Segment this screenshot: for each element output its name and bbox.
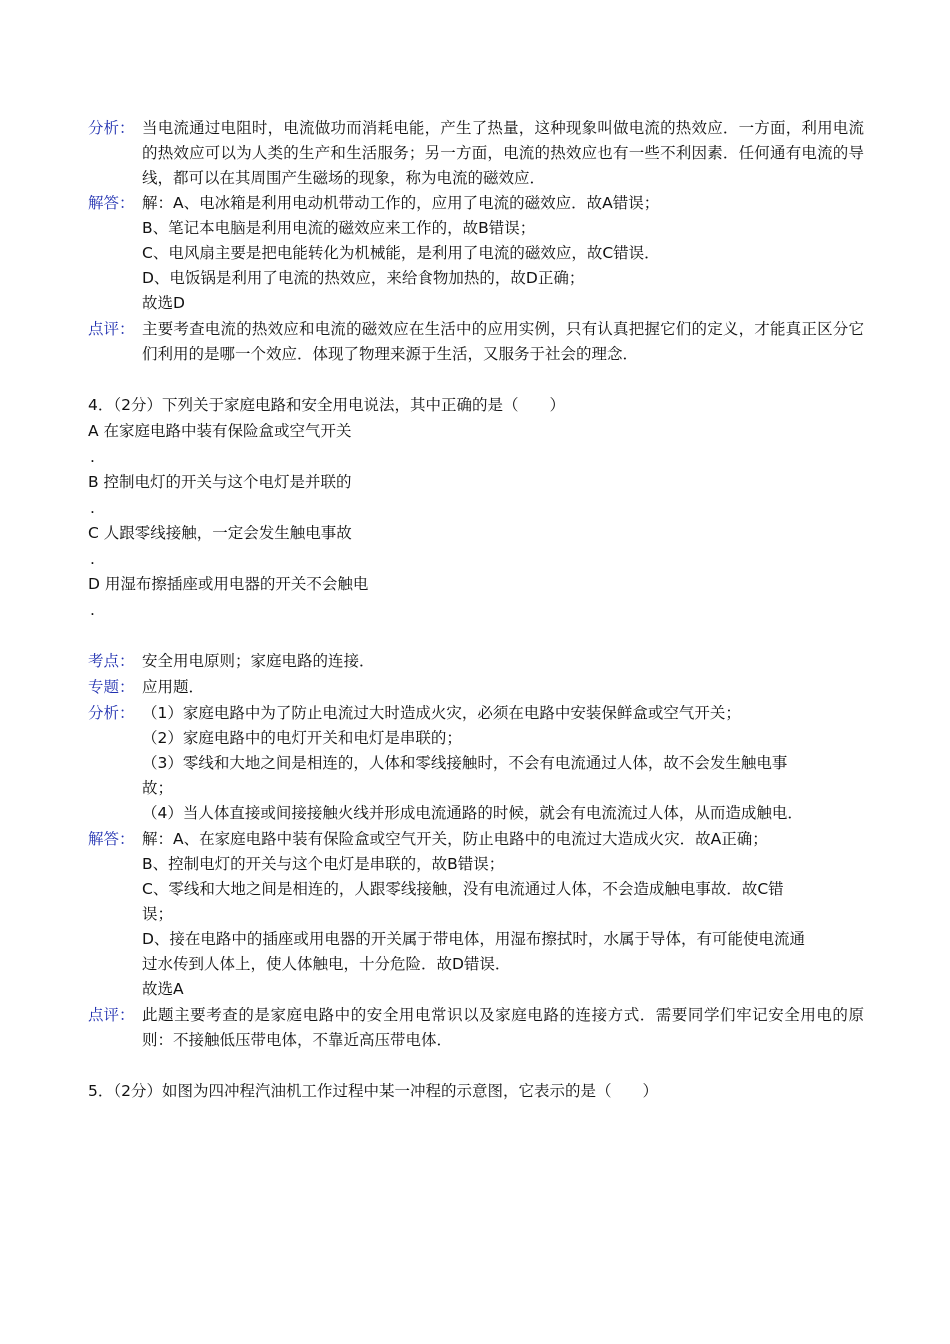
q3-analysis-text: 当电流通过电阻时，电流做功而消耗电能，产生了热量，这种现象叫做电流的热效应．一方面，利用电流的热效应可以为人类的生产和生活服务；另一方面，电流的热效应也有一些不利因素．任何通有电流的导线，都可以在其周围产生磁场的现象，称为电流的磁效应． (142, 119, 864, 187)
q4-comment-label: 点评： (88, 1006, 135, 1024)
q4-option-d: D 用湿布擦插座或用电器的开关不会触电 (88, 575, 369, 593)
option-dot: . (90, 601, 95, 619)
q4-answer-line: 解：A、在家庭电路中装有保险盒或空气开关，防止电路中的电流过大造成火灾．故A正确； (142, 830, 768, 848)
q4-answer-line: 故选A (142, 980, 184, 998)
q4-analysis-line: 故； (142, 779, 174, 797)
q4-analysis-label: 分析： (88, 704, 135, 722)
q4-analysis-line: （4）当人体直接或间接接触火线并形成电流通路的时候，就会有电流流过人体，从而造成触电． (142, 804, 803, 822)
q3-answer-line: C、电风扇主要是把电能转化为机械能，是利用了电流的磁效应，故C错误． (142, 244, 660, 262)
q3-comment-text: 主要考查电流的热效应和电流的磁效应在生活中的应用实例，只有认真把握它们的定义，才能真正区分它们利用的是哪一个效应．体现了物理来源于生活，又服务于社会的理念． (142, 320, 864, 363)
q4-answer-line: B、控制电灯的开关与这个电灯是串联的，故B错误； (142, 855, 505, 873)
q4-analysis-line: （3）零线和大地之间是相连的，人体和零线接触时，不会有电流通过人体，故不会发生触电事 (142, 754, 788, 772)
q3-answer-line: D、电饭锅是利用了电流的热效应，来给食物加热的，故D正确； (142, 269, 585, 287)
q5-stem: 5．（2分）如图为四冲程汽油机工作过程中某一冲程的示意图，它表示的是（ ） (88, 1082, 658, 1100)
q4-topic-label: 专题： (88, 678, 135, 696)
q4-answer-label: 解答： (88, 830, 135, 848)
q4-analysis-line: （2）家庭电路中的电灯开关和电灯是串联的； (142, 729, 462, 747)
q4-option-b: B 控制电灯的开关与这个电灯是并联的 (88, 473, 352, 491)
q3-answer-line: B、笔记本电脑是利用电流的磁效应来工作的，故B错误； (142, 219, 536, 237)
q3-answer-line: 解：A、电冰箱是利用电动机带动工作的，应用了电流的磁效应．故A错误； (142, 194, 660, 212)
q3-comment-label: 点评： (88, 320, 135, 338)
q4-analysis-line: （1）家庭电路中为了防止电流过大时造成火灾，必须在电路中安装保鲜盒或空气开关； (142, 704, 741, 722)
q4-topic-text: 应用题． (142, 678, 205, 696)
q4-answer-line: 过水传到人体上，使人体触电，十分危险．故D错误． (142, 955, 511, 973)
option-dot: . (90, 550, 95, 568)
q4-stem: 4．（2分）下列关于家庭电路和安全用电说法，其中正确的是（ ） (88, 396, 565, 414)
option-dot: . (90, 499, 95, 517)
q4-answer-line: 误； (142, 905, 174, 923)
q4-comment-text: 此题主要考查的是家庭电路中的安全用电常识以及家庭电路的连接方式．需要同学们牢记安全用电的原则：不接触低压带电体，不靠近高压带电体． (142, 1006, 864, 1049)
q4-option-a: A 在家庭电路中装有保险盒或空气开关 (88, 422, 352, 440)
q4-point-label: 考点： (88, 652, 135, 670)
q4-answer-line: D、接在电路中的插座或用电器的开关属于带电体，用湿布擦拭时，水属于导体，有可能使电流通 (142, 930, 805, 948)
q4-option-c: C 人跟零线接触，一定会发生触电事故 (88, 524, 352, 542)
q3-analysis-label: 分析： (88, 119, 135, 137)
q3-answer-label: 解答： (88, 194, 135, 212)
q3-answer-line: 故选D (142, 294, 185, 312)
option-dot: . (90, 448, 95, 466)
q4-answer-line: C、零线和大地之间是相连的，人跟零线接触，没有电流通过人体，不会造成触电事故．故C错 (142, 880, 784, 898)
q4-point-text: 安全用电原则；家庭电路的连接． (142, 652, 375, 670)
